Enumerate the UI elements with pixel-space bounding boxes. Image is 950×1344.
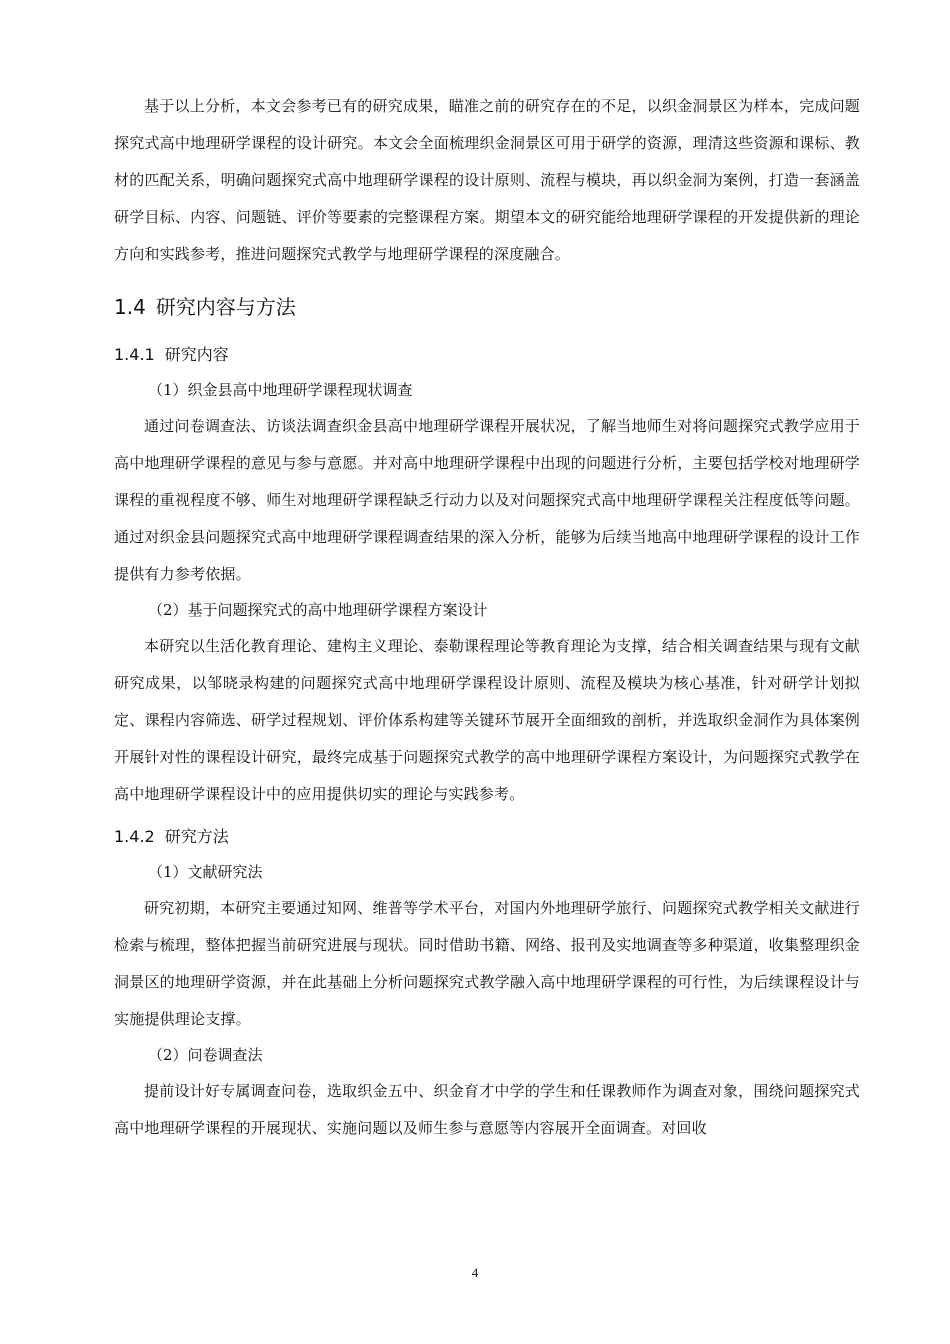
- intro-paragraph: 基于以上分析，本文会参考已有的研究成果，瞄准之前的研究存在的不足，以织金洞景区为样本，完成问题探究式高中地理研学课程的设计研究。本文会全面梳理织金洞景区可用于研学的资源，理清这些资源和课标、教材的匹配关系，明确问题探究式高中地理研学课程的设计原则、流程与模块，再以织金洞为案例，打造一套涵盖研学目标、内容、问题链、评价等要素的完整课程方案。期望本文的研究能给地理研学课程的开发提供新的理论方向和实践参考，推进问题探究式教学与地理研学课程的深度融合。: [114, 97, 860, 263]
- page-number: 4: [471, 1265, 479, 1280]
- section-number: 1.4: [114, 295, 146, 319]
- body-paragraph: 本研究以生活化教育理论、建构主义理论、泰勒课程理论等教育理论为支撑，结合相关调查结果与现有文献研究成果，以邹晓录构建的问题探究式高中地理研学课程设计原则、流程及模块为核心基准，针对研学计划拟定、课程内容筛选、研学过程规划、评价体系构建等关键环节展开全面细致的剖析，并选取织金洞作为具体案例开展针对性的课程设计研究，最终完成基于问题探究式教学的高中地理研学课程方案设计，为问题探究式教学在高中地理研学课程设计中的应用提供切实的理论与实践参考。: [114, 637, 860, 803]
- list-item-title: （1）织金县高中地理研学课程现状调查: [148, 381, 413, 399]
- subsection-title: 研究方法: [164, 827, 229, 846]
- subsection-number: 1.4.1: [114, 345, 155, 364]
- subsection-heading-1-4-2: [114, 819, 860, 855]
- subsection-title: 研究内容: [164, 345, 229, 364]
- subsection-number: 1.4.2: [114, 827, 155, 846]
- body-paragraph: 通过问卷调查法、访谈法调查织金县高中地理研学课程开展状况，了解当地师生对将问题探究式教学应用于高中地理研学课程的意见与参与意愿。并对高中地理研学课程中出现的问题进行分析，主要包括学校对地理研学课程的重视程度不够、师生对地理研学课程缺乏行动力以及对问题探究式高中地理研学课程关注程度低等问题。通过对织金县问题探究式高中地理研学课程调查结果的深入分析，能够为后续当地高中地理研学课程的设计工作提供有力参考依据。: [114, 417, 860, 583]
- page-content: [114, 88, 860, 1147]
- section-heading-1-4: [114, 285, 860, 329]
- list-item-title: （2）基于问题探究式的高中地理研学课程方案设计: [148, 601, 488, 619]
- section-title: 研究内容与方法: [155, 295, 296, 319]
- body-paragraph: 提前设计好专属调查问卷，选取织金五中、织金育才中学的学生和任课教师作为调查对象，围绕问题探究式高中地理研学课程的开展现状、实施问题以及师生参与意愿等内容展开全面调查。对回收: [114, 1082, 860, 1137]
- subsection-heading-1-4-1: [114, 337, 860, 373]
- body-paragraph: 研究初期，本研究主要通过知网、维普等学术平台，对国内外地理研学旅行、问题探究式教学相关文献进行检索与梳理，整体把握当前研究进展与现状。同时借助书籍、网络、报刊及实地调查等多种渠道，收集整理织金洞景区的地理研学资源，并在此基础上分析问题探究式教学融入高中地理研学课程的可行性，为后续课程设计与实施提供理论支撑。: [114, 899, 860, 1028]
- list-item-title: （1）文献研究法: [148, 863, 263, 881]
- list-item-title: （2）问卷调查法: [148, 1046, 263, 1064]
